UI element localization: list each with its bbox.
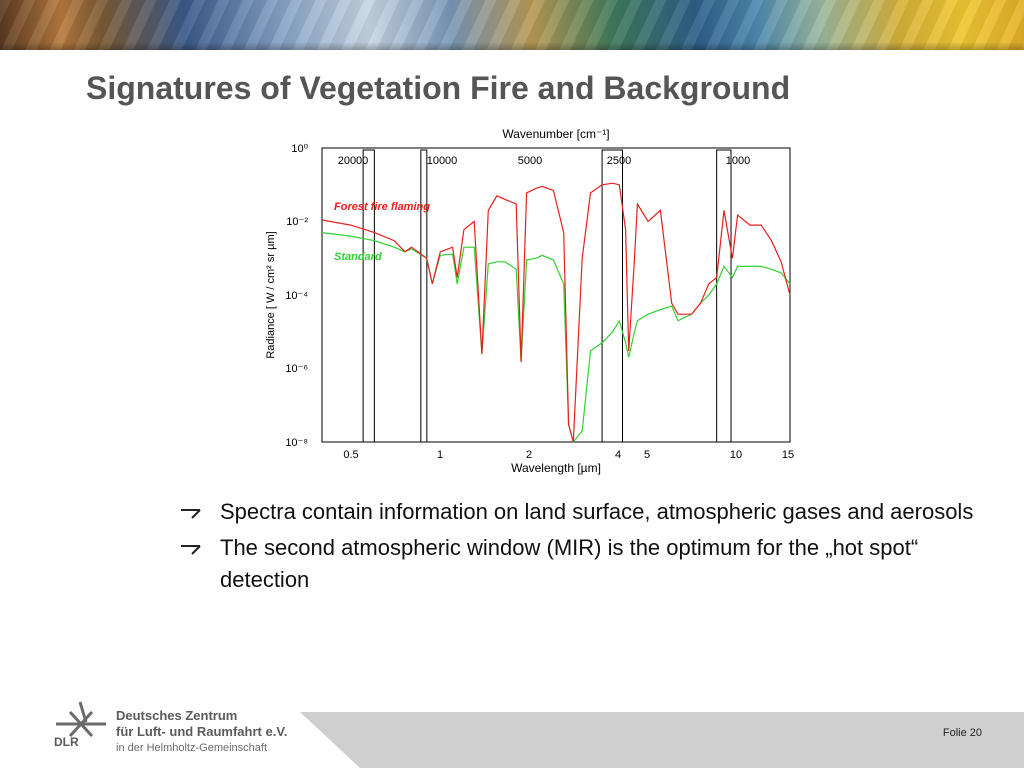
x-tick-label: 0.5 — [343, 449, 359, 461]
logo-line-3: in der Helmholtz-Gemeinschaft — [116, 742, 268, 754]
plot-frame — [322, 148, 790, 442]
top-tick-label: 5000 — [517, 155, 543, 167]
logo-line-1: Deutsches Zentrum — [116, 708, 238, 723]
legend-standard-label: Standard — [334, 251, 382, 263]
bullet-item — [180, 532, 980, 596]
x-axis-label: Wavelength [µm] — [511, 461, 601, 475]
top-tick-label: 1000 — [725, 155, 751, 167]
y-tick-label: 10⁻⁴ — [285, 290, 308, 302]
y-tick-label: 10⁰ — [291, 143, 308, 155]
bullet-item — [180, 496, 980, 528]
dlr-logo-icon — [50, 694, 114, 750]
page-number: Folie 20 — [942, 727, 982, 739]
header-banner — [0, 0, 1024, 50]
slide-title: Signatures of Vegetation Fire and Background — [86, 70, 791, 106]
x-tick-label: 10 — [729, 449, 743, 461]
x-tick-label: 15 — [781, 449, 795, 461]
legend-fire-label: Forest fire flaming — [334, 201, 430, 213]
bullet-text: Spectra contain information on land surface, atmospheric gases and aerosols — [220, 499, 974, 524]
top-tick-label: 2500 — [606, 155, 632, 167]
y-axis-label: Radiance [ W / cm² sr µm] — [265, 231, 277, 359]
logo-line-2: für Luft- und Raumfahrt e.V. — [116, 724, 288, 739]
header-banner-shadow — [0, 42, 1024, 50]
spectrum-chart — [258, 120, 798, 480]
arrow-bullet-icon — [180, 544, 206, 556]
x-tick-label: 2 — [525, 449, 533, 461]
y-tick-label: 10⁻² — [286, 216, 308, 228]
logo-text — [116, 708, 287, 756]
footer-bar — [300, 712, 1024, 768]
x-tick-label: 4 — [614, 449, 622, 461]
logo-abbr: DLR — [54, 735, 79, 749]
top-tick-label: 20000 — [337, 155, 369, 167]
top-tick-label: 10000 — [426, 155, 458, 167]
x-tick-label: 5 — [643, 449, 651, 461]
y-tick-label: 10⁻⁸ — [285, 437, 308, 449]
top-axis-label: Wavenumber [cm⁻¹] — [502, 127, 610, 141]
arrow-bullet-icon — [180, 508, 206, 520]
bullet-text: The second atmospheric window (MIR) is the optimum for the „hot spot“ detection — [220, 535, 919, 592]
bullet-list — [180, 496, 980, 600]
x-tick-label: 1 — [436, 449, 444, 461]
y-tick-label: 10⁻⁶ — [285, 363, 308, 375]
